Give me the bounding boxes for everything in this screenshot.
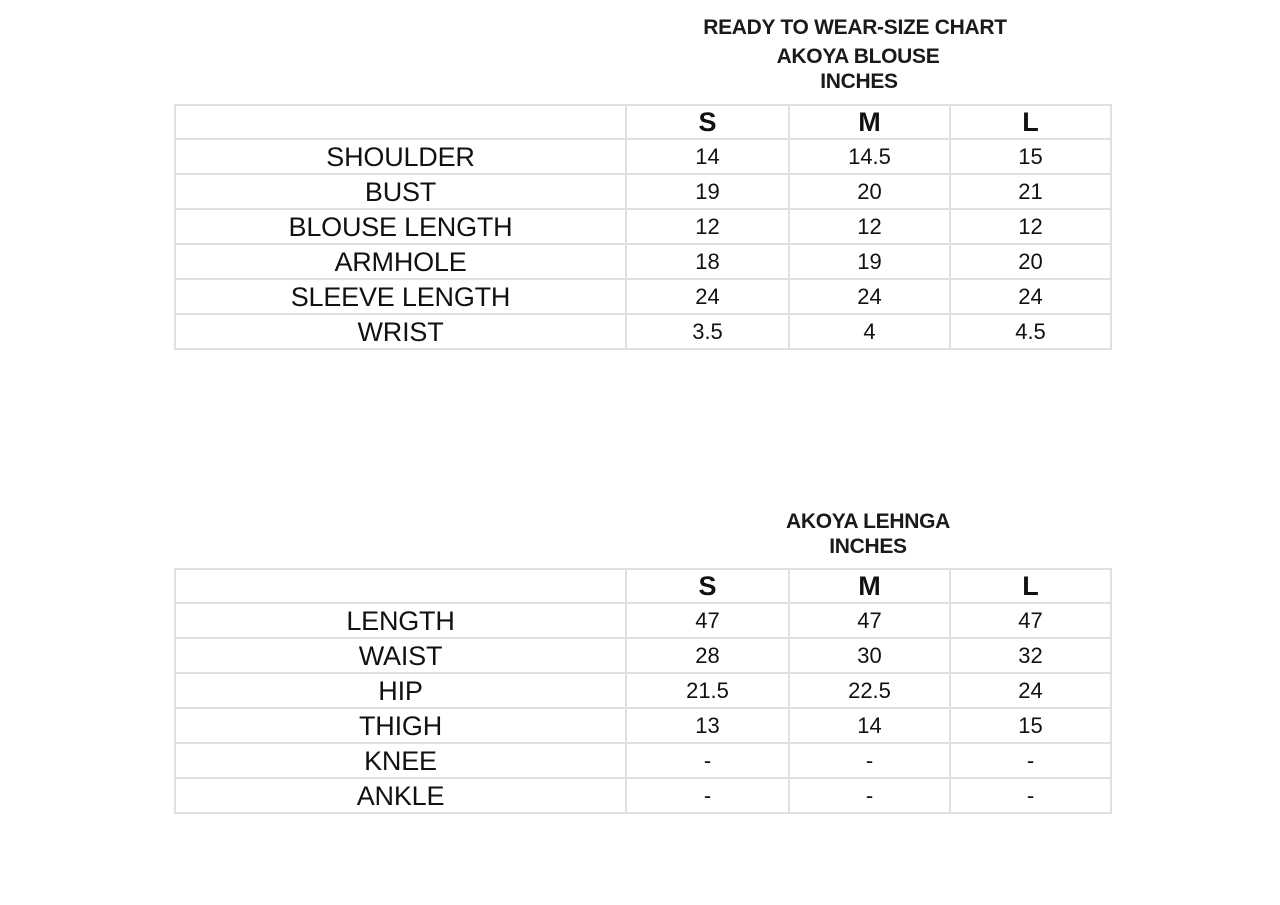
value-cell: - (789, 778, 950, 813)
row-label: ARMHOLE (175, 244, 626, 279)
value-cell: 19 (626, 174, 789, 209)
value-cell: 21.5 (626, 673, 789, 708)
table-row (175, 244, 1111, 279)
lehnga-section-title: AKOYA LEHNGA (785, 510, 951, 533)
table-header-row (175, 105, 1111, 139)
value-cell: 12 (789, 209, 950, 244)
table-row (175, 174, 1111, 209)
table-row (175, 708, 1111, 743)
size-header-s: S (626, 105, 789, 139)
value-cell: 12 (950, 209, 1111, 244)
lehnga-size-table (174, 568, 1112, 814)
table-row (175, 673, 1111, 708)
value-cell: 20 (950, 244, 1111, 279)
table-header-row (175, 569, 1111, 603)
size-header-m: M (789, 569, 950, 603)
row-label: KNEE (175, 743, 626, 778)
value-cell: - (950, 743, 1111, 778)
table-row (175, 603, 1111, 638)
value-cell: - (626, 778, 789, 813)
value-cell: 14.5 (789, 139, 950, 174)
value-cell: 4 (789, 314, 950, 349)
row-label: SHOULDER (175, 139, 626, 174)
size-header-l: L (950, 105, 1111, 139)
value-cell: 3.5 (626, 314, 789, 349)
value-cell: 28 (626, 638, 789, 673)
value-cell: 22.5 (789, 673, 950, 708)
value-cell: 24 (789, 279, 950, 314)
value-cell: 24 (626, 279, 789, 314)
row-label: ANKLE (175, 778, 626, 813)
value-cell: 13 (626, 708, 789, 743)
lehnga-unit-label: INCHES (829, 535, 907, 558)
blouse-section-title: AKOYA BLOUSE (776, 45, 940, 68)
table-row (175, 209, 1111, 244)
row-label: THIGH (175, 708, 626, 743)
value-cell: 15 (950, 139, 1111, 174)
value-cell: 21 (950, 174, 1111, 209)
blouse-unit-label: INCHES (820, 70, 898, 93)
value-cell: - (950, 778, 1111, 813)
table-row (175, 279, 1111, 314)
table-row (175, 638, 1111, 673)
value-cell: 4.5 (950, 314, 1111, 349)
value-cell: 24 (950, 279, 1111, 314)
row-label: HIP (175, 673, 626, 708)
value-cell: 20 (789, 174, 950, 209)
table-row (175, 139, 1111, 174)
value-cell: 14 (789, 708, 950, 743)
value-cell: 18 (626, 244, 789, 279)
value-cell: 12 (626, 209, 789, 244)
value-cell: 19 (789, 244, 950, 279)
size-header-l: L (950, 569, 1111, 603)
value-cell: 47 (789, 603, 950, 638)
value-cell: 24 (950, 673, 1111, 708)
chart-title: READY TO WEAR-SIZE CHART (703, 16, 1007, 39)
value-cell: 14 (626, 139, 789, 174)
row-label: WAIST (175, 638, 626, 673)
value-cell: 32 (950, 638, 1111, 673)
table-row (175, 743, 1111, 778)
row-label: LENGTH (175, 603, 626, 638)
table-row (175, 778, 1111, 813)
table-row (175, 314, 1111, 349)
row-label: WRIST (175, 314, 626, 349)
row-label: BUST (175, 174, 626, 209)
value-cell: - (626, 743, 789, 778)
row-label: SLEEVE LENGTH (175, 279, 626, 314)
header-empty-cell (175, 105, 626, 139)
value-cell: 47 (626, 603, 789, 638)
blouse-size-table (174, 104, 1112, 350)
value-cell: 15 (950, 708, 1111, 743)
value-cell: 30 (789, 638, 950, 673)
size-header-s: S (626, 569, 789, 603)
header-empty-cell (175, 569, 626, 603)
size-header-m: M (789, 105, 950, 139)
value-cell: 47 (950, 603, 1111, 638)
value-cell: - (789, 743, 950, 778)
row-label: BLOUSE LENGTH (175, 209, 626, 244)
